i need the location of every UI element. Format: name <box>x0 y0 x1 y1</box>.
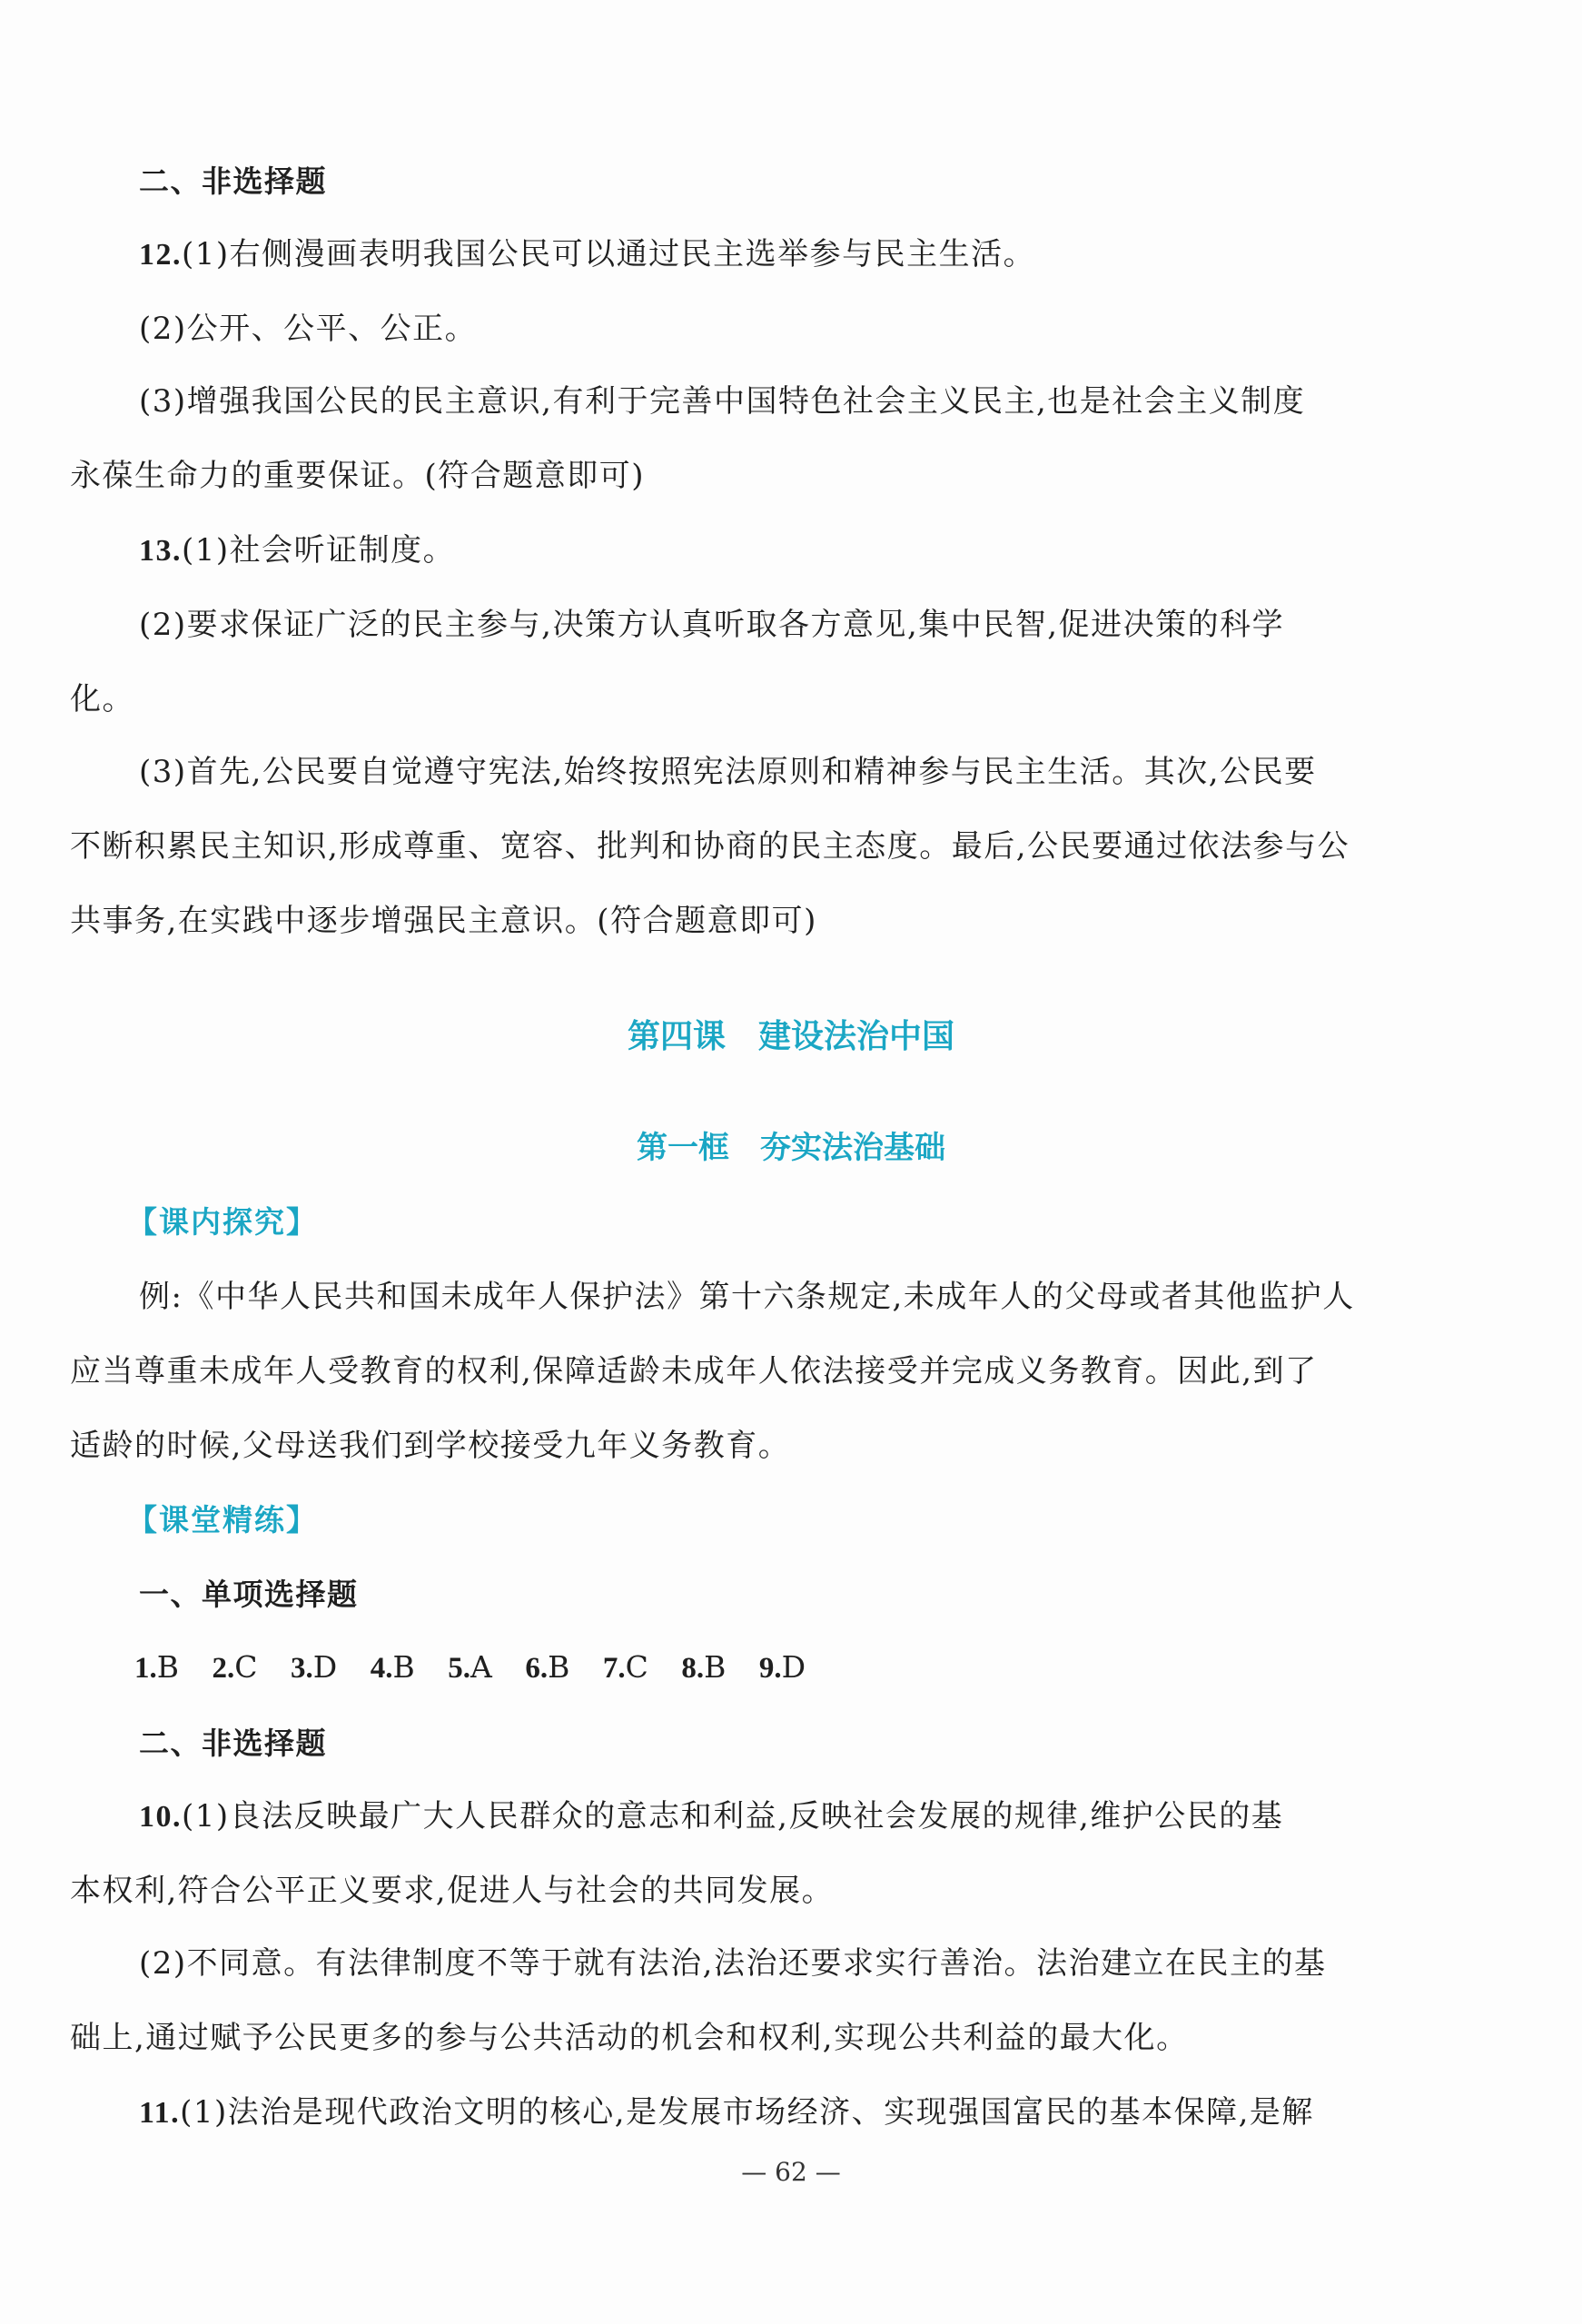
q12-answer-3-line1: (3)增强我国公民的民主意识,有利于完善中国特色社会主义民主,也是社会主义制度 <box>139 383 1306 420</box>
choice-answer: 1.B <box>134 1649 180 1685</box>
section-heading-nonchoice: 二、非选择题 <box>139 163 327 199</box>
q13-answer-2-line2: 化。 <box>70 681 134 717</box>
q13-answer-3-line3: 共事务,在实践中逐步增强民主意识。(符合题意即可) <box>70 903 817 939</box>
q12-answer-3-line2: 永葆生命力的重要保证。(符合题意即可) <box>70 458 646 494</box>
lesson-subtitle: 第一框 夯实法治基础 <box>637 1130 945 1166</box>
q13-answer-3-line1: (3)首先,公民要自觉遵守宪法,始终按照宪法原则和精神参与民主生活。其次,公民要 <box>139 754 1317 790</box>
q12-answer-2: (2)公开、公平、公正。 <box>139 311 478 347</box>
choice-answer: 8.B <box>681 1649 727 1685</box>
page-number: — 62 — <box>741 2157 841 2187</box>
choice-answer: 3.D <box>291 1649 338 1685</box>
q13-answer-2-line1: (2)要求保证广泛的民主参与,决策方认真听取各方意见,集中民智,促进决策的科学 <box>139 607 1285 643</box>
q13-answer-3-line2: 不断积累民主知识,形成尊重、宽容、批判和协商的民主态度。最后,公民要通过依法参与公 <box>70 828 1350 865</box>
section-tag-practice: 【课堂精练】 <box>127 1502 318 1538</box>
q11-answer-1-line1: 11.(1)法治是现代政治文明的核心,是发展市场经济、实现强国富民的基本保障,是解 <box>139 2094 1314 2131</box>
explore-line-3: 适龄的时候,父母送我们到学校接受九年义务教育。 <box>70 1428 791 1464</box>
choice-answer: 6.B <box>525 1649 570 1685</box>
q10-answer-2-line2: 础上,通过赋予公民更多的参与公共活动的机会和权利,实现公共利益的最大化。 <box>70 2020 1189 2056</box>
q10-answer-2-line1: (2)不同意。有法律制度不等于就有法治,法治还要求实行善治。法治建立在民主的基 <box>139 1945 1327 1982</box>
section-tag-explore: 【课内探究】 <box>127 1204 318 1240</box>
choice-answer: 4.B <box>370 1649 415 1685</box>
q13-answer-1: 13.(1)社会听证制度。 <box>139 532 456 569</box>
q10-number: 10. <box>139 1800 182 1834</box>
section-heading-nonchoice-2: 二、非选择题 <box>139 1726 327 1761</box>
explore-line-1: 例:《中华人民共和国未成年人保护法》第十六条规定,未成年人的父母或者其他监护人 <box>139 1279 1355 1315</box>
choice-answer: 9.D <box>758 1649 806 1685</box>
choice-answers <box>134 1646 829 1690</box>
choice-answer: 7.C <box>602 1649 648 1685</box>
q12-answer-1: 12.(1)右侧漫画表明我国公民可以通过民主选举参与民主生活。 <box>139 236 1036 272</box>
choice-answer: 5.A <box>448 1649 492 1685</box>
explore-line-2: 应当尊重未成年人受教育的权利,保障适龄未成年人依法接受并完成义务教育。因此,到了 <box>70 1353 1318 1389</box>
q10-answer-1-line1: 10.(1)良法反映最广大人民群众的意志和利益,反映社会发展的规律,维护公民的基 <box>139 1798 1284 1834</box>
q12-number: 12. <box>139 238 182 272</box>
section-heading-single-choice: 一、单项选择题 <box>139 1577 359 1612</box>
q11-number: 11. <box>139 2096 181 2130</box>
lesson-title: 第四课 建设法治中国 <box>627 1018 954 1055</box>
q10-answer-1-line2: 本权利,符合公平正义要求,促进人与社会的共同发展。 <box>70 1873 835 1909</box>
choice-answer: 2.C <box>212 1649 258 1685</box>
q13-number: 13. <box>139 534 182 568</box>
